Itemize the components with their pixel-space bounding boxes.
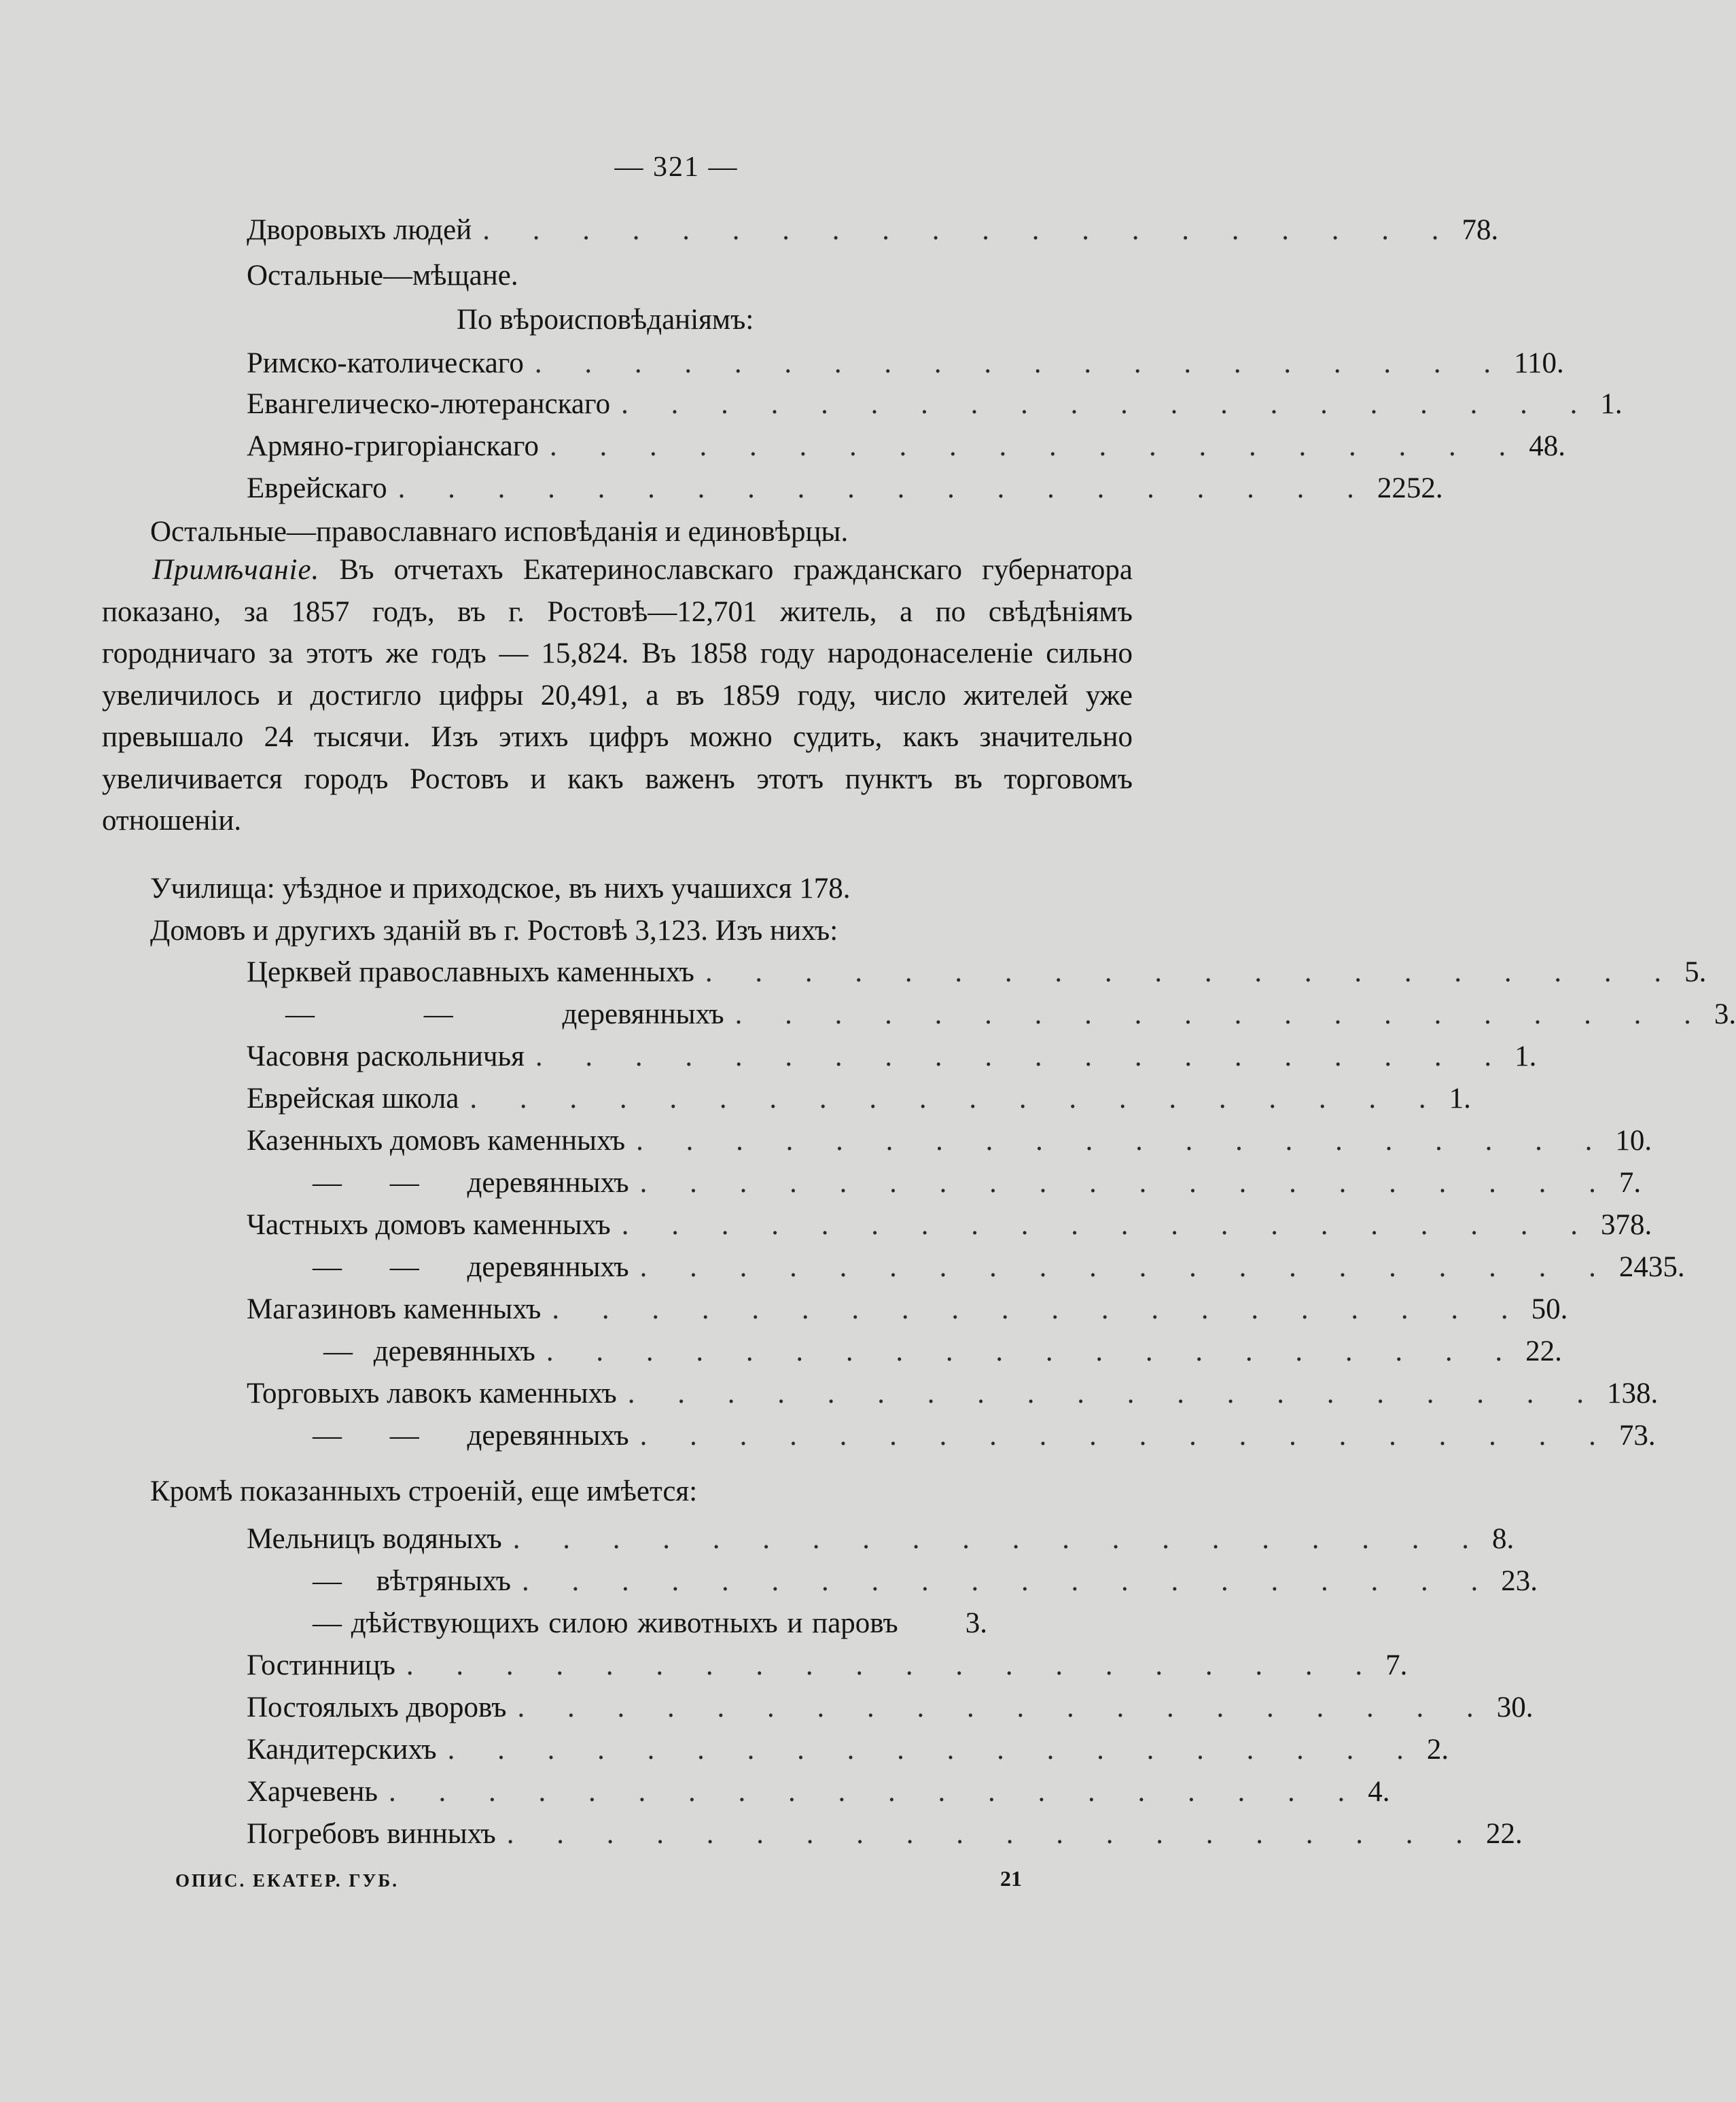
stat-label: Торговыхъ лавокъ каменныхъ [247, 1378, 617, 1409]
orthodox-line: Остальные—православнаго исповѣданія и единовѣрцы. [150, 516, 849, 548]
stat-value: 2. [1426, 1734, 1449, 1766]
other-building-row [247, 1733, 1449, 1767]
stat-label: Погребовъ винныхъ [247, 1818, 496, 1850]
stat-row-dvorovykh [247, 213, 1499, 247]
stat-row-religion [247, 472, 1443, 506]
building-row [247, 1377, 1659, 1411]
besides-line: Кромѣ показанныхъ строеній, еще имѣется: [150, 1475, 698, 1507]
houses-line: Домовъ и другихъ зданій въ г. Ростовѣ 3,123. Изъ нихъ: [150, 915, 838, 947]
stat-value: 1. [1600, 388, 1623, 420]
stat-value: 1. [1514, 1040, 1537, 1072]
leader-dots: . . . . . . . . . . . . . . . . . . . . [621, 1209, 1596, 1241]
leader-dots: . . . . . . . . . . . . . . . . . . . . [397, 472, 1372, 504]
footer-signature-title: ОПИС. ЕКАТЕР. ГУБ. [175, 1870, 399, 1891]
stat-label: Гостинницъ [247, 1649, 395, 1681]
leader-dots: . . . . . . . . . . . . . . . . . . . . [636, 1125, 1610, 1157]
building-row [247, 1293, 1568, 1327]
stat-label: Часовня раскольничья [247, 1040, 525, 1072]
stat-value: 22. [1525, 1335, 1562, 1367]
stat-value: 4. [1368, 1776, 1390, 1808]
building-row [313, 1166, 1642, 1200]
building-row [285, 998, 1736, 1032]
other-building-row [247, 1649, 1408, 1683]
footer-signature-number: 21 [1000, 1866, 1022, 1891]
leader-dots: . . . . . . . . . . . . . . . . . . . . [621, 388, 1595, 420]
building-row [247, 1124, 1652, 1158]
leader-dots: . . . . . . . . . . . . . . . . . . . . [627, 1378, 1601, 1409]
other-building-row [247, 1691, 1534, 1725]
stat-label: Частныхъ домовъ каменныхъ [247, 1209, 611, 1241]
leader-dots: . . . . . . . . . . . . . . . . . . . . [734, 998, 1709, 1030]
other-building-row [247, 1522, 1514, 1556]
stat-value: 10. [1615, 1125, 1652, 1157]
building-row [313, 1419, 1656, 1453]
other-building-row [313, 1607, 987, 1641]
stat-label: Дворовыхъ людей [247, 214, 472, 246]
stat-label: Магазиновъ каменныхъ [247, 1293, 542, 1325]
religion-heading: По вѣроисповѣданіямъ: [457, 304, 754, 336]
building-row [313, 1250, 1685, 1284]
leader-dots: . . . . . . . . . . . . . . . . . . . . [546, 1335, 1521, 1367]
stat-value: 78. [1462, 214, 1499, 246]
stat-label: Еврейская школа [247, 1083, 459, 1115]
stat-value: 3. [965, 1607, 987, 1639]
leader-dots: . . . . . . . . . . . . . . . . . . . . [506, 1818, 1481, 1850]
stat-value: 23. [1501, 1565, 1538, 1597]
leader-dots: . . . . . . . . . . . . . . . . . . . . [447, 1734, 1421, 1766]
stat-label: Мельницъ водяныхъ [247, 1523, 502, 1555]
stat-value: 5. [1684, 956, 1707, 988]
stat-value: 1. [1449, 1083, 1471, 1115]
other-building-row [313, 1564, 1538, 1598]
note-text: Въ отчетахъ Екатеринославскаго гражданскаго губернатора показано, за 1857 годъ, въ г. Ростовѣ—12,701 житель, а по свѣдѣніямъ городничаго за этотъ же годъ — 15,824. Въ 1858 году народонаселеніе сильно увеличилось и достигло цифры 20,491, а въ 1859 году, число жителей уже превышало 24 тысячи. Изъ этихъ цифръ можно судить, какъ значительно увеличивается городъ Ростовъ и какъ важенъ этотъ пунктъ въ торговомъ отношеніи. [102, 554, 1133, 837]
leader-dots: . . . . . . . . . . . . . . . . . . . . [639, 1420, 1614, 1452]
leader-dots: . . . . . . . . . . . . . . . . . . . . [552, 1293, 1526, 1325]
schools-line: Училища: уѣздное и приходское, въ нихъ учашихся 178. [150, 873, 851, 905]
stat-label: — дѣйствующихъ силою животныхъ и паровъ [313, 1607, 898, 1639]
note-paragraph [102, 549, 1133, 842]
stat-label: Армяно-григоріанскаго [247, 430, 539, 462]
stat-label: — — деревянныхъ [313, 1167, 629, 1199]
stat-value: 73. [1618, 1420, 1656, 1452]
leader-dots: . . . . . . . . . . . . . . . . . . . . [406, 1649, 1381, 1681]
stat-label: Постоялыхъ дворовъ [247, 1692, 507, 1723]
building-row [247, 1208, 1652, 1242]
stat-value: 2252. [1377, 472, 1443, 504]
stat-value: 7. [1385, 1649, 1408, 1681]
stat-value: 110. [1514, 347, 1564, 379]
others-line: Остальные—мѣщане. [247, 260, 518, 292]
stat-value: 48. [1529, 430, 1565, 462]
stat-label: Кандитерскихъ [247, 1734, 437, 1766]
stat-label: — — деревянныхъ [313, 1251, 629, 1283]
leader-dots: . . . . . . . . . . . . . . . . . . . . [535, 1040, 1510, 1072]
leader-dots: . . . . . . . . . . . . . . . . . . . . [549, 430, 1524, 462]
stat-label: — — деревянныхъ [285, 998, 724, 1030]
building-row [247, 1040, 1537, 1074]
stat-value: 2435. [1618, 1251, 1685, 1283]
stat-value: 50. [1531, 1293, 1568, 1325]
other-building-row [247, 1817, 1523, 1851]
other-building-row [247, 1775, 1390, 1809]
stat-value: 138. [1606, 1378, 1659, 1409]
stat-value: 22. [1485, 1818, 1523, 1850]
stat-label: — — деревянныхъ [313, 1420, 629, 1452]
stat-label: Харчевень [247, 1776, 378, 1808]
leader-dots: . . . . . . . . . . . . . . . . . . . . [389, 1776, 1363, 1808]
stat-value: 8. [1492, 1523, 1514, 1555]
building-row [247, 1082, 1471, 1116]
leader-dots: . . . . . . . . . . . . . . . . . . . . [512, 1523, 1487, 1555]
stat-label: Церквей православныхъ каменныхъ [247, 956, 694, 988]
stat-value: 378. [1601, 1209, 1652, 1241]
stat-row-religion [247, 430, 1565, 463]
stat-label: Казенныхъ домовъ каменныхъ [247, 1125, 626, 1157]
leader-dots: . . . . . . . . . . . . . . . . . . . . [482, 214, 1457, 246]
leader-dots: . . . . . . . . . . . . . . . . . . . . [639, 1167, 1614, 1199]
leader-dots: . . . . . . . . . . . . . . . . . . . . [517, 1692, 1491, 1723]
note-label: Примѣчаніе. [152, 554, 320, 586]
stat-value: 30. [1496, 1692, 1534, 1723]
stat-label: Римско-католическаго [247, 347, 524, 379]
leader-dots: . . . . . . . . . . . . . . . . . . . . [705, 956, 1680, 988]
stat-label: Еврейскаго [247, 472, 387, 504]
page-number: — 321 — [614, 152, 739, 183]
stat-value: 3. [1714, 998, 1736, 1030]
stat-label: Евангелическо-лютеранскаго [247, 388, 611, 420]
stat-label: — вѣтряныхъ [313, 1565, 511, 1597]
leader-dots: . . . . . . . . . . . . . . . . . . . . [470, 1083, 1444, 1115]
stat-row-religion [247, 387, 1623, 421]
building-row [323, 1335, 1562, 1369]
leader-dots: . . . . . . . . . . . . . . . . . . . . [522, 1565, 1496, 1597]
stat-row-religion [247, 347, 1564, 381]
building-row [247, 956, 1707, 989]
stat-label: — деревянныхъ [323, 1335, 535, 1367]
stat-value: 7. [1618, 1167, 1642, 1199]
leader-dots: . . . . . . . . . . . . . . . . . . . . [534, 347, 1509, 379]
leader-dots: . . . . . . . . . . . . . . . . . . . . [639, 1251, 1614, 1283]
